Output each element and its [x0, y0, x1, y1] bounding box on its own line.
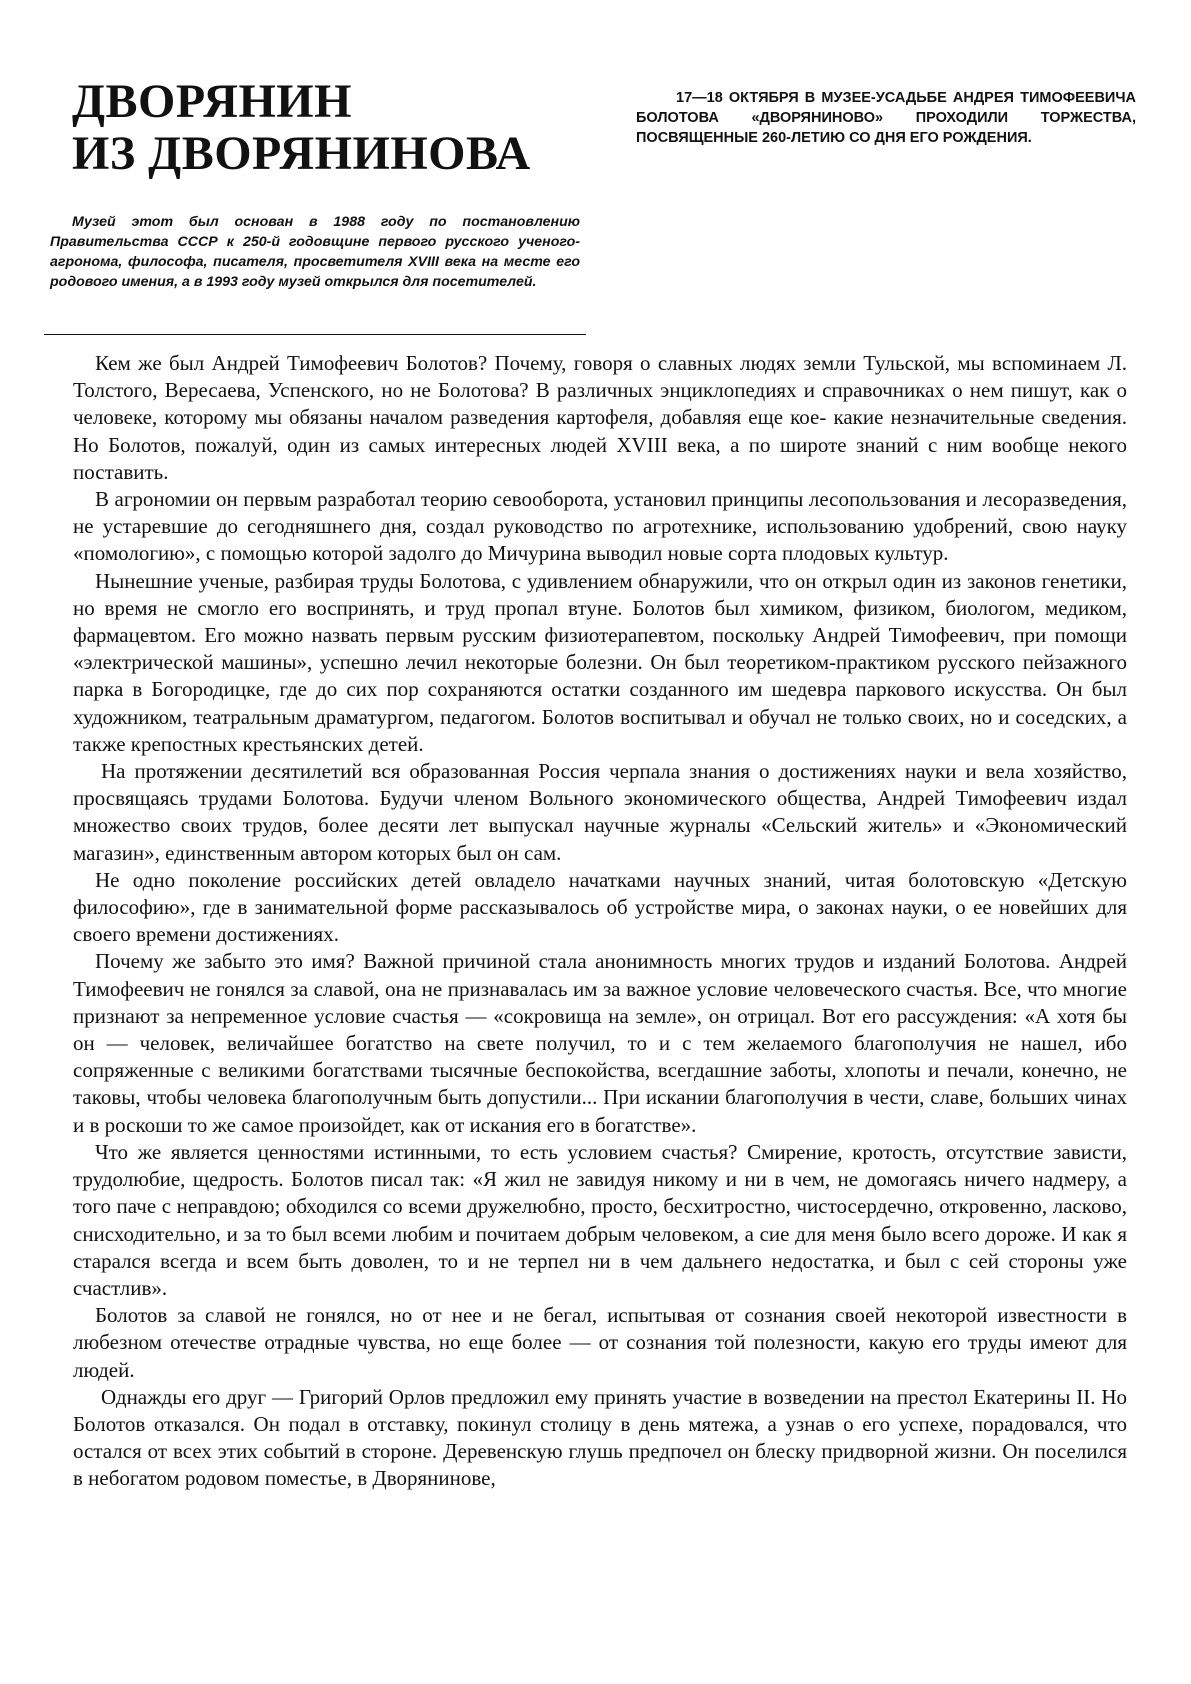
body-paragraph: В агрономии он первым разработал теорию севооборота, установил принципы лесопользования и лесоразведения, не устаревшие до сегодняшнего дня, создал руководство по агротехнике, использованию удобрений, свою науку «помологию», с помощью которой задолго до Мичурина выводил новые сорта плодовых культур.: [73, 487, 1127, 566]
section-divider: [44, 334, 586, 335]
body-paragraph: Однажды его друг — Григорий Орлов предложил ему принять участие в возведении на престол Екатерины II. Но Болотов отказался. Он подал в отставку, покинул столицу в день мятежа, а узнав о его успехе, порадовался, что остался от всех этих событий в стороне. Деревенскую глушь предпочел он блеску придворной жизни. Он поселился в небогатом родовом поместье, в Дворянинове,: [73, 1384, 1127, 1491]
headline-line-2: ИЗ ДВОРЯНИНОВА: [72, 127, 531, 180]
article-headline: [72, 76, 592, 180]
body-paragraph: На протяжении десятилетий вся образованная Россия черпала знания о достижениях науки и вела хозяйство, просвящаясь трудами Болотова. Будучи членом Вольного экономического общества, Андрей Тимофеевич издал множество своих трудов, более десяти лет выпускал научные журналы «Сельский житель» и «Экономический магазин», единственным автором которых был он сам.: [73, 759, 1127, 865]
headline-line-1: ДВОРЯНИН: [72, 75, 352, 128]
body-paragraph: Нынешние ученые, разбирая труды Болотова, с удивлением обнаружили, что он открыл один из законов генетики, но время не смогло его воспринять, и труд пропал втуне. Болотов был химиком, физиком, биологом, медиком, фармацевтом. Его можно назвать первым русским физиотерапевтом, поскольку Андрей Тимофеевич, при помощи «электрической машины», успешно лечил некоторые болезни. Он был теоретиком-практиком русского пейзажного парка в Богородицке, где до сих пор сохраняются остатки созданного им шедевра паркового искусства. Он был художником, театральным драматургом, педагогом. Болотов воспитывал и обучал не только своих, но и соседских, а также крепостных крестьянских детей.: [73, 568, 1127, 756]
article-intro: Музей этот был основан в 1988 году по постановлению Правительства СССР к 250-й годовщине первого русского ученого-агронома, философа, писателя, просветителя XVIII века на месте его родового имения, а в 1993 году музей открылся для посетителей.: [50, 214, 580, 290]
body-paragraph: Болотов за славой не гонялся, но от нее и не бегал, испытывая от сознания своей некоторой известности в любезном отечестве отрадные чувства, но еще более — от сознания той полезности, какую его труды имеют для людей.: [73, 1303, 1127, 1382]
body-paragraph: Почему же забыто это имя? Важной причиной стала анонимность многих трудов и изданий Болотова. Андрей Тимофеевич не гонялся за славой, она не признавалась им за важное условие человеческого счастья. Все, что многие признают за непременное условие счастья — «сокровища на земле», он отрицал. Вот его рассуждения: «А хотя бы он — человек, величайшее богатство на свете получил, то и с тем желаемого благополучия не нашел, ибо сопряженные с великими богатствами тысячные беспокойства, всегдашние заботы, хлопоты и печали, конечно, не таковы, чтобы человека благополучным быть допустили... При искании благополучия в чести, славе, больших чинах и в роскоши то же самое произойдет, как от искания его в богатстве».: [73, 949, 1127, 1137]
body-paragraph: Что же является ценностями истинными, то есть условием счастья? Смирение, кротость, отсутствие зависти, трудолюбие, щедрость. Болотов писал так: «Я жил не завидуя никому и ни в чем, не домогаясь ничего надмеру, а того паче с неправдою; обходился со всеми дружелюбно, просто, бесхитростно, чистосердечно, откровенно, ласково, снисходительно, и за то был всеми любим и почитаем добрым человеком, а сие для меня было всего дороже. И как я старался всегда и всем быть доволен, то и не терпел ни в чем дальнего недостатка, и был с сей стороны уже счастлив».: [73, 1139, 1127, 1300]
article-lead: 17—18 ОКТЯБРЯ В МУЗЕЕ-УСАДЬБЕ АНДРЕЯ ТИМОФЕЕВИЧА БОЛОТОВА «ДВОРЯНИНОВО» ПРОХОДИЛИ ТОРЖЕСТВА, ПОСВЯЩЕННЫЕ 260-ЛЕТИЮ СО ДНЯ ЕГО РОЖДЕНИЯ.: [636, 90, 1136, 146]
article-body: [73, 350, 1127, 1493]
body-paragraph: Не одно поколение российских детей овладело начатками научных знаний, читая болотовскую «Детскую философию», где в занимательной форме рассказывалось об устройстве мира, о законах науки, о ее новейших для своего времени достижениях.: [73, 867, 1127, 947]
body-paragraph: Кем же был Андрей Тимофеевич Болотов? Почему, говоря о славных людях земли Тульской, мы вспоминаем Л. Толстого, Вересаева, Успенского, но не Болотова? В различных энциклопедиях и справочниках о нем пишут, как о человеке, которому мы обязаны началом разведения картофеля, добавляя еще кое- какие незначительные сведения. Но Болотов, пожалуй, один из самых интересных людей XVIII века, а по широте знаний с ним вообще некого поставить.: [73, 351, 1127, 484]
